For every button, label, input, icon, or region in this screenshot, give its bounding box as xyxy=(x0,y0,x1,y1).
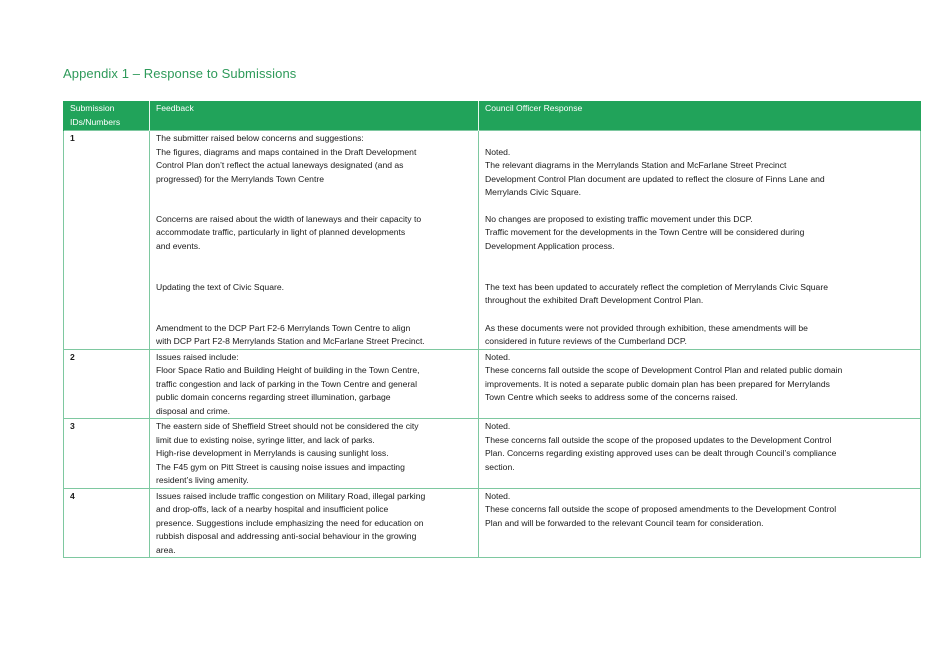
response-line: The text has been updated to accurately reflect the completion of Merrylands Civic Square xyxy=(485,281,828,292)
feedback-line: resident’s living amenity. xyxy=(156,475,249,485)
response-line: The relevant diagrams in the Merrylands Station and McFarlane Street Precinct xyxy=(485,160,787,170)
response-line: improvements. It is noted a separate public domain plan has been prepared for Merrylands xyxy=(485,378,830,389)
feedback-cell xyxy=(150,349,479,419)
feedback-line: Issues raised include traffic congestion on Military Road, illegal parking xyxy=(156,490,426,501)
submission-id: 3 xyxy=(64,419,150,489)
feedback-line: The F45 gym on Pitt Street is causing noise issues and impacting xyxy=(156,461,405,472)
header-council-response: Council Officer Response xyxy=(479,101,921,131)
feedback-line: presence. Suggestions include emphasizing the need for education on xyxy=(156,517,424,528)
table-row xyxy=(64,131,921,212)
feedback-line: The submitter raised below concerns and suggestions: xyxy=(156,133,364,143)
response-line: Plan and will be forwarded to the relevant Council team for consideration. xyxy=(485,517,764,528)
feedback-cell xyxy=(150,419,479,489)
table-row xyxy=(64,349,921,419)
response-cell xyxy=(479,321,921,350)
feedback-cell xyxy=(150,280,479,321)
feedback-line: and drop-offs, lack of a nearby hospital and insufficient police xyxy=(156,504,389,514)
response-line: As these documents were not provided through exhibition, these amendments will be xyxy=(485,322,808,333)
table-row xyxy=(64,419,921,489)
response-line: No changes are proposed to existing traffic movement under this DCP. xyxy=(485,213,753,224)
header-id-line1: Submission xyxy=(70,103,115,113)
response-line: Noted. xyxy=(485,146,511,157)
feedback-line: High-rise development in Merrylands is causing sunlight loss. xyxy=(156,448,389,458)
response-cell xyxy=(479,349,921,419)
feedback-cell xyxy=(150,212,479,280)
response-line: Plan. Concerns regarding existing approved uses can be dealt through Council’s compliance xyxy=(485,448,837,458)
page-title: Appendix 1 – Response to Submissions xyxy=(63,66,297,81)
table-row xyxy=(64,488,921,558)
response-cell xyxy=(479,212,921,280)
feedback-line: The figures, diagrams and maps contained in the Draft Development xyxy=(156,146,417,157)
submission-id: 1 xyxy=(64,131,150,212)
submissions-table xyxy=(63,101,921,558)
feedback-line: disposal and crime. xyxy=(156,405,231,416)
response-cell xyxy=(479,488,921,558)
submission-id: 2 xyxy=(64,349,150,419)
feedback-line: traffic congestion and lack of parking in the Town Centre and general xyxy=(156,378,418,389)
feedback-cell xyxy=(150,488,479,558)
response-line: Development Control Plan document are updated to reflect the closure of Finns Lane and xyxy=(485,173,825,184)
feedback-line: Concerns are raised about the width of laneways and their capacity to xyxy=(156,213,422,224)
response-cell xyxy=(479,280,921,321)
response-line: These concerns fall outside the scope of Development Control Plan and related public domain xyxy=(485,365,843,375)
submission-id xyxy=(64,280,150,321)
response-line: Development Application process. xyxy=(485,240,615,251)
table-row xyxy=(64,280,921,321)
response-line: section. xyxy=(485,461,515,472)
response-cell xyxy=(479,419,921,489)
feedback-line: Control Plan don’t reflect the actual laneways designated (and as xyxy=(156,160,404,170)
submission-id xyxy=(64,212,150,280)
header-id-line2: IDs/Numbers xyxy=(70,116,121,127)
feedback-cell xyxy=(150,131,479,212)
feedback-line: and events. xyxy=(156,240,201,251)
feedback-line: Updating the text of Civic Square. xyxy=(156,281,285,292)
response-line: Traffic movement for the developments in the Town Centre will be considered during xyxy=(485,227,805,237)
response-line: Noted. xyxy=(485,490,511,501)
feedback-cell xyxy=(150,321,479,350)
response-line: throughout the exhibited Draft Development Control Plan. xyxy=(485,295,704,305)
table-row xyxy=(64,321,921,350)
response-cell xyxy=(479,131,921,212)
feedback-line: The eastern side of Sheffield Street should not be considered the city xyxy=(156,421,419,431)
feedback-line: area. xyxy=(156,544,176,555)
table-header-row xyxy=(64,101,921,131)
feedback-line: rubbish disposal and addressing anti-social behaviour in the growing xyxy=(156,531,417,541)
response-line: Town Centre which seeks to address some of the concerns raised. xyxy=(485,392,738,402)
header-feedback: Feedback xyxy=(150,101,479,131)
feedback-line: with DCP Part F2-8 Merrylands Station and McFarlane Street Precinct. xyxy=(156,336,425,346)
response-line: Noted. xyxy=(485,421,511,431)
response-line: Noted. xyxy=(485,351,511,362)
feedback-line: Floor Space Ratio and Building Height of building in the Town Centre, xyxy=(156,365,420,375)
response-line: Merrylands Civic Square. xyxy=(485,187,581,197)
feedback-line: Issues raised include: xyxy=(156,351,239,362)
submission-id: 4 xyxy=(64,488,150,558)
feedback-line: Amendment to the DCP Part F2-6 Merrylands Town Centre to align xyxy=(156,322,411,333)
feedback-line: accommodate traffic, particularly in light of planned developments xyxy=(156,227,406,237)
feedback-line: progressed) for the Merrylands Town Centre xyxy=(156,173,324,184)
response-line: considered in future reviews of the Cumberland DCP. xyxy=(485,336,687,346)
table-row xyxy=(64,212,921,280)
submission-id xyxy=(64,321,150,350)
response-line: These concerns fall outside the scope of proposed amendments to the Development Control xyxy=(485,504,837,514)
response-line: These concerns fall outside the scope of the proposed updates to the Development Control xyxy=(485,434,832,445)
feedback-line: public domain concerns regarding street illumination, garbage xyxy=(156,392,391,402)
feedback-line: limit due to existing noise, syringe litter, and lack of parks. xyxy=(156,434,375,445)
header-submission-ids xyxy=(64,101,150,131)
